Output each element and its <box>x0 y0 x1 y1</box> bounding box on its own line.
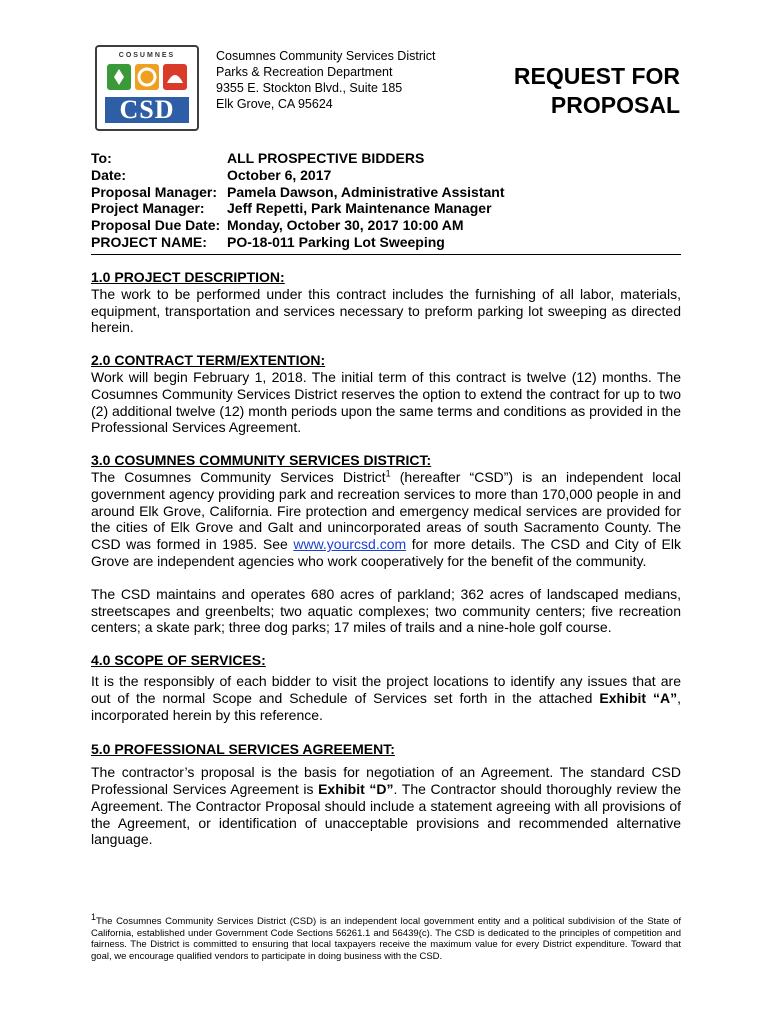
section-text: Work will begin February 1, 2018. The initial term of this contract is twelve (12) months. The Cosumnes Community Services District reserves the option to extend the contract for up to two (2) additional twelve (12) month periods upon the same terms and conditions as provided in the Professional Services Agreement. <box>91 368 681 436</box>
footnote <box>91 911 681 962</box>
address-line: Parks & Recreation Department <box>216 65 393 79</box>
document-title <box>514 62 680 120</box>
footnote-mark: 1 <box>91 911 97 922</box>
header-label: Proposal Due Date: <box>91 217 221 234</box>
section-heading: 5.0 PROFESSIONAL SERVICES AGREEMENT: <box>91 741 395 758</box>
address-line: Cosumnes Community Services District <box>216 49 436 63</box>
header-row <box>91 150 505 167</box>
text-run: for more details. The CSD and City of Elk Grove are independent agencies who work cooperatively for the benefit of the community. <box>91 536 681 569</box>
text-run: , incorporated herein by this reference. <box>91 689 682 723</box>
header-divider <box>91 254 681 255</box>
exhibit-ref: Exhibit “D” <box>318 780 394 797</box>
text-run: The Cosumnes Community Services District <box>91 468 386 485</box>
header-value: October 6, 2017 <box>227 166 332 183</box>
footnote-ref[interactable]: 1 <box>385 468 391 479</box>
title-line: PROPOSAL <box>550 92 680 118</box>
logo-brand-text: COSUMNES <box>118 52 176 59</box>
section-heading: 4.0 SCOPE OF SERVICES: <box>91 652 266 669</box>
header-label: Project Manager: <box>91 200 205 217</box>
address-block <box>216 48 436 112</box>
exhibit-ref: Exhibit “A” <box>599 689 678 706</box>
header-row <box>91 184 505 201</box>
document-body <box>91 269 681 848</box>
text-run: The contractor’s proposal is the basis for negotiation of an Agreement. The standard CSD Professional Services Agreement is <box>91 764 681 797</box>
address-line: 9355 E. Stockton Blvd., Suite 185 <box>216 81 403 95</box>
header-value: Pamela Dawson, Administrative Assistant <box>227 183 505 200</box>
header-label: PROJECT NAME: <box>91 233 207 250</box>
header-value: ALL PROSPECTIVE BIDDERS <box>227 150 425 166</box>
section-heading: 3.0 COSUMNES COMMUNITY SERVICES DISTRICT: <box>91 452 432 469</box>
header-label: Date: <box>91 166 127 183</box>
header-label: To: <box>91 150 112 166</box>
address-line: Elk Grove, CA 95624 <box>216 97 333 111</box>
header-row <box>91 217 505 234</box>
section-text <box>91 764 681 848</box>
header-value: Jeff Repetti, Park Maintenance Manager <box>227 200 492 217</box>
footnote-text: The Cosumnes Community Services District (CSD) is an independent local government entity and a political subdivision of the State of California, established under Government Code Sections 56261.1 and 56439(c). The CSD is dedicated to the principles of competition and fairness. The District is committed to ensuring that local taxpayers receive the maximum value for every District expenditure. Toward that goal, we encourage qualified vendors to participate in doing business with the CSD. <box>91 916 681 962</box>
section-heading: 1.0 PROJECT DESCRIPTION: <box>91 269 285 285</box>
website-link[interactable]: www.yourcsd.com <box>293 536 407 553</box>
text-run: . The Contractor should thoroughly review the Agreement. The Contractor Proposal should include a statement agreeing with all provisions of the Agreement, or identification of unacceptable provisions and recommended alternative language. <box>91 780 681 848</box>
text-run: (hereafter “CSD”) is an independent local government agency providing park and recreation services to more than 170,000 people in and around Elk Grove, California. Fire protection and emergency medical services are provided for the cities of Elk Grove and Galt and unincorporated areas of south Sacramento County. The CSD was formed in 1985. See <box>91 468 681 553</box>
section-text <box>91 673 681 723</box>
header-label: Proposal Manager: <box>91 183 218 200</box>
header-row <box>91 167 505 184</box>
header-fields <box>91 150 505 251</box>
header-value: Monday, October 30, 2017 10:00 AM <box>227 217 464 234</box>
header-value: PO-18-011 Parking Lot Sweeping <box>227 233 445 250</box>
section-heading: 2.0 CONTRACT TERM/EXTENTION: <box>91 352 326 369</box>
csd-logo <box>95 45 199 131</box>
section-text: The work to be performed under this contract includes the furnishing of all labor, materials, equipment, transportation and services necessary to preform parking lot sweeping as directed herein. <box>91 285 681 336</box>
title-line: REQUEST FOR <box>513 63 680 89</box>
section-text: The CSD maintains and operates 680 acres of parkland; 362 acres of landscaped medians, streetscapes and greenbelts; two aquatic complexes; two community centers; five recreation centers; a skate park; three dog parks; 17 miles of trails and a nine-hole golf course. <box>91 585 681 636</box>
header-row <box>91 200 505 217</box>
logo-csd-text: CSD <box>105 97 189 123</box>
header-row <box>91 234 505 251</box>
text-run: It is the responsibly of each bidder to visit the project locations to identify any issues that are out of the normal Scope and Schedule of Services set forth in the attached <box>91 672 681 706</box>
section-text <box>91 469 681 570</box>
